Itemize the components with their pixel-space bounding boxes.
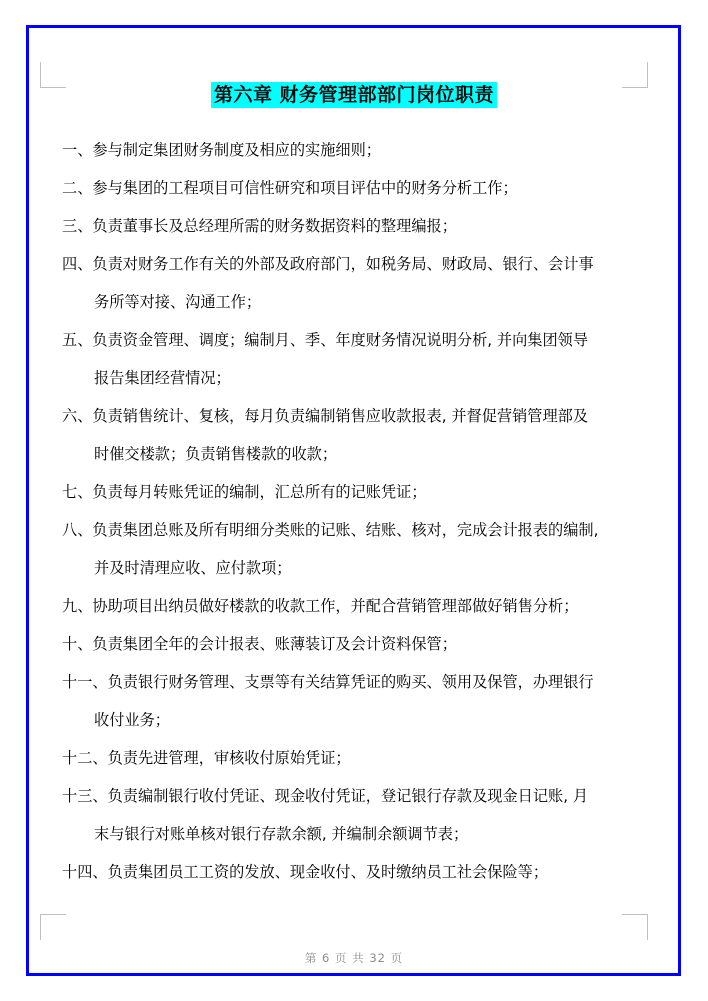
clause-continuation-text: 收付业务； [94,711,170,729]
clause-text: 九、协助项目出纳员做好楼款的收款工作，并配合营销管理部做好销售分析； [62,597,579,615]
clause-item [62,407,652,464]
clause-item [62,863,652,882]
clause-text: 五、负责资金管理、调度；编制月、季、年度财务情况说明分析, 并向集团领导 [62,331,589,349]
clause-item [62,255,652,312]
clause-item [62,673,652,730]
clause-item [62,141,652,160]
clause-text: 十四、负责集团员工工资的发放、现金收付、及时缴纳员工社会保险等； [62,863,548,881]
clause-item [62,787,652,844]
clause-item [62,521,652,578]
clause-text: 十二、负责先进管理，审核收付原始凭证； [62,749,351,767]
clause-continuation-text: 务所等对接、沟通工作； [94,293,262,311]
page-title-container [0,82,708,108]
clause-text: 八、负责集团总账及所有明细分类账的记账、结账、核对，完成会计报表的编制, [62,521,599,539]
clause-text: 七、负责每月转账凭证的编制，汇总所有的记账凭证； [62,483,427,501]
clause-text: 一、参与制定集团财务制度及相应的实施细则； [62,141,381,159]
page-title: 第六章 财务管理部部门岗位职责 [211,82,497,108]
clause-text: 十、负责集团全年的会计报表、账薄装订及会计资料保管； [62,635,457,653]
clause-continuation-text: 时催交楼款；负责销售楼款的收款； [94,445,337,463]
clause-item [62,597,652,616]
clause-item [62,217,652,236]
clause-text: 三、负责董事长及总经理所需的财务数据资料的整理编报； [62,217,457,235]
clause-item [62,331,652,388]
clause-text: 二、参与集团的工程项目可信性研究和项目评估中的财务分析工作； [62,179,518,197]
clause-text: 十一、负责银行财务管理、支票等有关结算凭证的购买、领用及保管，办理银行 [62,673,594,691]
clause-list [62,141,652,882]
clause-continuation-text: 末与银行对账单核对银行存款余额, 并编制余额调节表； [94,825,469,843]
clause-continuation-text: 并及时清理应收、应付款项； [94,559,292,577]
clause-item [62,483,652,502]
clause-text: 十三、负责编制银行收付凭证、现金收付凭证，登记银行存款及现金日记账, 月 [62,787,589,805]
clause-text: 六、负责销售统计、复核，每月负责编制销售应收款报表, 并督促营销管理部及 [62,407,589,425]
clause-continuation-text: 报告集团经营情况； [94,369,231,387]
page-footer: 第 6 页 共 32 页 [304,951,404,965]
clause-item [62,635,652,654]
clause-item [62,749,652,768]
clause-text: 四、负责对财务工作有关的外部及政府部门，如税务局、财政局、银行、会计事 [62,255,594,273]
clause-item [62,179,652,198]
